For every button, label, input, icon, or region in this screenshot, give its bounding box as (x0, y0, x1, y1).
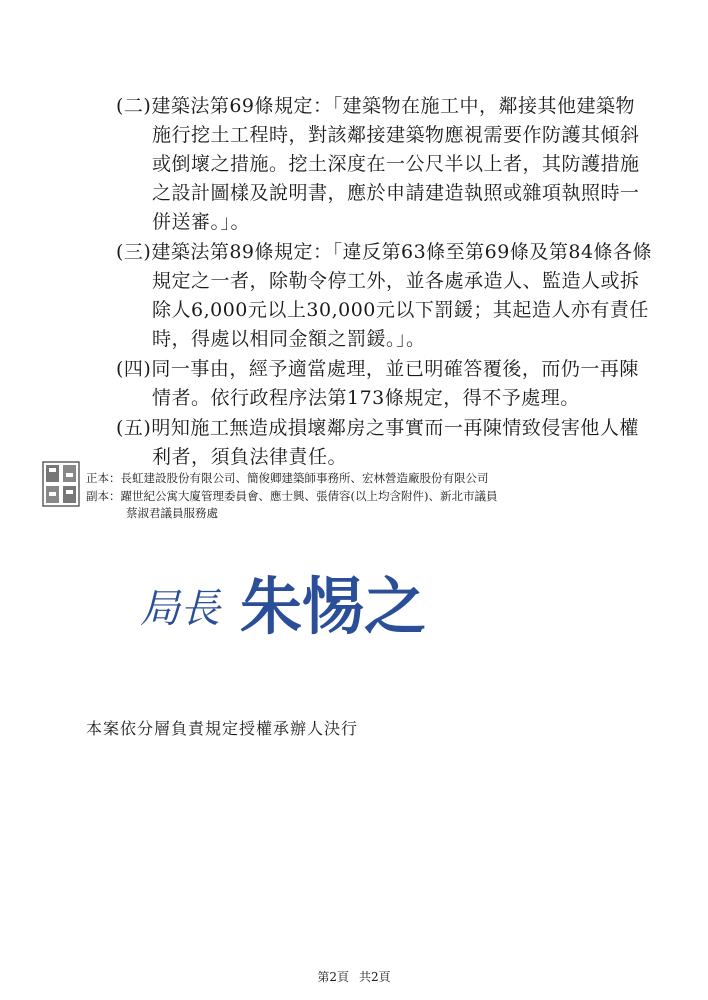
clause-line: (三)建築法第89條規定：「違反第63條至第69條及第84條各條 (116, 241, 653, 263)
clause-2 (116, 92, 664, 237)
page-total: 共2頁 (359, 970, 391, 984)
page-number (0, 968, 708, 985)
clause-line: 之設計圖樣及說明書，應於申請建造執照或雜項執照時一 (152, 182, 640, 204)
clause-line: 施行挖土工程時，對該鄰接建築物應視需要作防護其傾斜 (152, 124, 640, 146)
clause-line: 時，得處以相同金額之罰鍰。」。 (152, 328, 426, 350)
clause-line: 利者，須負法律責任。 (152, 446, 348, 468)
clause-line: 或倒壞之措施。挖土深度在一公尺半以上者，其防護措施 (152, 153, 640, 175)
distribution-copy-continued: 蔡淑君議員服務處 (126, 506, 218, 520)
clause-5 (116, 414, 664, 472)
clause-3 (116, 238, 664, 354)
clause-4 (116, 355, 664, 413)
distribution-main: 正本：長虹建設股份有限公司、簡俊卿建築師事務所、宏林營造廠股份有限公司 (86, 471, 489, 485)
clause-line: 除人6,000元以上30,000元以下罰鍰；其起造人亦有責任 (152, 299, 649, 321)
clause-line: (四)同一事由，經予適當處理，並已明確答覆後，而仍一再陳 (116, 358, 639, 380)
signature-name: 朱惕之 (240, 570, 427, 643)
clause-line: 情者。依行政程序法第173條規定，得不予處理。 (152, 387, 580, 409)
signature-title: 局長 (140, 586, 220, 632)
distribution-copy: 副本：躍世紀公寓大廈管理委員會、應士興、張倩容(以上均含附件)、新北市議員 (86, 489, 498, 503)
seal-stamp (42, 461, 80, 507)
clause-line: (五)明知施工無造成損壞鄰房之事實而一再陳情致侵害他人權 (116, 417, 639, 439)
clause-line: 規定之一者，除勒令停工外，並各處承造人、監造人或拆 (152, 270, 640, 292)
authorization-note: 本案依分層負責規定授權承辦人決行 (86, 719, 359, 738)
page-current: 第2頁 (317, 970, 349, 984)
clause-line: 併送審。」。 (152, 211, 251, 233)
director-signature (140, 550, 490, 650)
clause-line: (二)建築法第69條規定：「建築物在施工中，鄰接其他建築物 (116, 95, 636, 117)
